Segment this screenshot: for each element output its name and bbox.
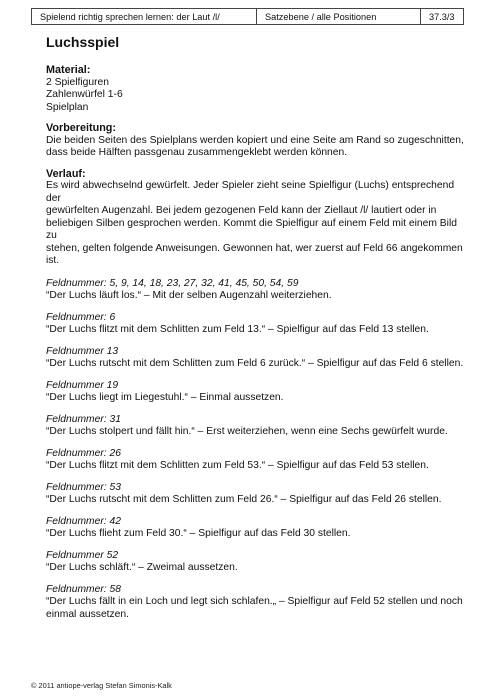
field-instruction-text: “Der Luchs stolpert und fällt hin.“ – Erst weiterziehen, wenn eine Sechs gewürfelt wurde.	[46, 426, 448, 437]
material-heading: Material:	[46, 64, 91, 76]
field-number-label: Feldnummer 13	[46, 345, 119, 357]
page-title: Luchsspiel	[46, 34, 120, 50]
field-instruction	[46, 482, 466, 507]
field-instruction	[46, 414, 466, 439]
field-instruction	[46, 312, 466, 337]
page-header	[31, 8, 464, 25]
field-instruction	[46, 448, 466, 473]
field-instruction-text: “Der Luchs fällt in ein Loch und legt sich schlafen.„ – Spielfigur auf Feld 52 stellen und noch	[46, 596, 463, 607]
vorbereitung-line: dass beide Hälften passgenau zusammengeklebt werden können.	[46, 147, 348, 158]
field-instructions-list	[46, 278, 466, 622]
field-number-label: Feldnummer: 42	[46, 515, 121, 527]
header-page-number: 37.3/3	[429, 11, 455, 22]
header-topic: Spielend richtig sprechen lernen: der Laut /l/	[32, 9, 257, 24]
verlauf-line: stehen, gelten folgende Anweisungen. Gewonnen hat, wer zuerst auf Feld 66 angekommen ist.	[46, 242, 463, 266]
field-instruction-text: “Der Luchs flitzt mit dem Schlitten zum Feld 13.“ – Spielfigur auf das Feld 13 stellen.	[46, 324, 429, 335]
verlauf-heading: Verlauf:	[46, 167, 86, 180]
field-number-label: Feldnummer 52	[46, 549, 119, 561]
field-instruction-text: “Der Luchs flieht zum Feld 30.“ – Spielfigur auf das Feld 30 stellen.	[46, 528, 351, 539]
field-instruction	[46, 550, 466, 575]
field-number-label: Feldnummer: 31	[46, 413, 121, 425]
field-instruction	[46, 380, 466, 405]
field-instruction-text: “Der Luchs läuft los.“ – Mit der selben Augenzahl weiterziehen.	[46, 290, 332, 301]
document-body	[46, 64, 466, 630]
field-number-label: Feldnummer: 6	[46, 311, 116, 323]
header-level: Satzebene / alle Positionen	[257, 9, 421, 24]
verlauf-line: beliebigen Silben gesprochen werden. Kommt die Spielfigur auf einem Feld mit einem Bild zu	[46, 217, 457, 241]
field-instruction-text: “Der Luchs rutscht mit dem Schlitten zum Feld 26.“ – Spielfigur auf das Feld 26 stellen.	[46, 494, 442, 505]
field-instruction	[46, 278, 466, 303]
material-item: 2 Spielfiguren	[46, 76, 109, 88]
material-item: Zahlenwürfel 1-6	[46, 89, 123, 100]
material-section	[46, 64, 466, 114]
field-number-label: Feldnummer: 58	[46, 583, 121, 595]
field-number-label: Feldnummer: 26	[46, 447, 121, 459]
vorbereitung-heading: Vorbereitung:	[46, 122, 116, 134]
verlauf-line: Es wird abwechselnd gewürfelt. Jeder Spieler zieht seine Spielfigur (Luchs) entsprechend der	[46, 180, 455, 204]
field-instruction-text: einmal aussetzen.	[46, 608, 129, 620]
field-instruction-text: “Der Luchs liegt im Liegestuhl.“ – Einmal aussetzen.	[46, 392, 284, 403]
vorbereitung-section	[46, 122, 466, 160]
field-instruction-text: “Der Luchs schläft.“ – Zweimal aussetzen.	[46, 562, 238, 573]
vorbereitung-line: Die beiden Seiten des Spielplans werden kopiert und eine Seite am Rand so zugeschnitten,	[46, 134, 464, 146]
field-instruction	[46, 584, 466, 622]
field-instruction	[46, 346, 466, 371]
verlauf-section	[46, 168, 466, 268]
material-item: Spielplan	[46, 101, 89, 113]
copyright-footer: © 2011 antiope-verlag Stefan Simonis-Kalk	[31, 681, 172, 690]
field-number-label: Feldnummer 19	[46, 379, 119, 391]
field-number-label: Feldnummer: 53	[46, 481, 121, 493]
field-instruction-text: “Der Luchs rutscht mit dem Schlitten zum Feld 6 zurück.“ – Spielfigur auf das Feld 6 stellen.	[46, 358, 464, 369]
verlauf-line: gewürfelten Augenzahl. Bei jedem gezogenen Feld kann der Ziellaut /l/ lautiert oder in	[46, 205, 437, 216]
field-number-label: Feldnummer: 5, 9, 14, 18, 23, 27, 32, 41, 45, 50, 54, 59	[46, 277, 299, 289]
field-instruction	[46, 516, 466, 541]
field-instruction-text: “Der Luchs flitzt mit dem Schlitten zum Feld 53.“ – Spielfigur auf das Feld 53 stellen.	[46, 460, 429, 471]
